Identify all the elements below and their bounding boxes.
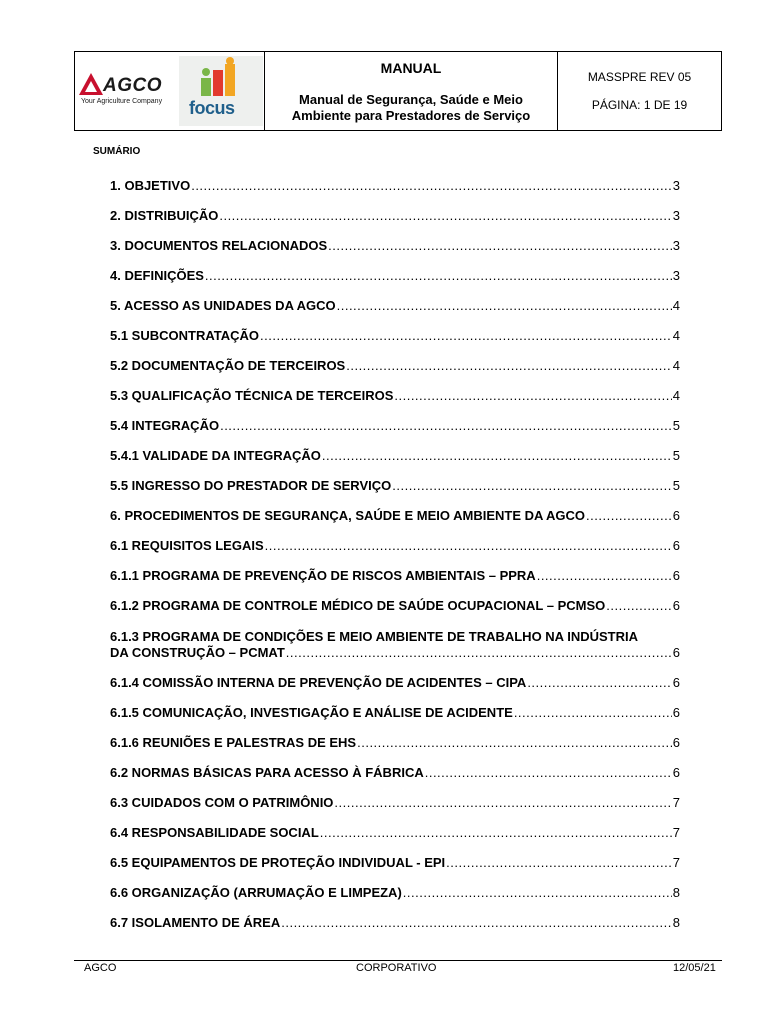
toc-entry-title: DA CONSTRUÇÃO – PCMAT <box>110 645 285 660</box>
toc-entry-title: 6.1.5 COMUNICAÇÃO, INVESTIGAÇÃO E ANÁLISE DE ACIDENTE <box>110 705 513 720</box>
toc-entry[interactable] <box>110 765 680 781</box>
toc-entry-title: 6.7 ISOLAMENTO DE ÁREA <box>110 915 281 930</box>
toc-entry[interactable] <box>110 328 680 344</box>
agco-tagline: Your Agriculture Company <box>81 98 163 105</box>
toc-entry[interactable] <box>110 178 680 194</box>
toc-leader-dots <box>527 675 671 691</box>
toc-entry-page: 3 <box>672 238 680 253</box>
toc-entry-title: 6.2 NORMAS BÁSICAS PARA ACESSO À FÁBRICA <box>110 765 424 780</box>
toc-entry[interactable] <box>110 508 680 524</box>
footer-company: AGCO <box>84 962 117 974</box>
toc-entry-title: 6.6 ORGANIZAÇÃO (ARRUMAÇÃO E LIMPEZA) <box>110 885 402 900</box>
toc-leader-dots <box>346 358 672 374</box>
document-title: MANUAL <box>380 60 442 76</box>
toc-entry-page: 4 <box>672 358 680 373</box>
agco-triangle-icon <box>79 73 103 95</box>
toc-entry[interactable] <box>110 238 680 254</box>
toc-entry[interactable] <box>110 268 680 284</box>
toc-entry-title: 6.1.1 PROGRAMA DE PREVENÇÃO DE RISCOS AMBIENTAIS – PPRA <box>110 568 536 583</box>
toc-leader-dots <box>394 388 671 404</box>
agco-wordmark: AGCO <box>103 75 162 96</box>
toc-entry-title: 4. DEFINIÇÕES <box>110 268 204 283</box>
toc-entry[interactable] <box>110 598 680 614</box>
toc-entry-title: 2. DISTRIBUIÇÃO <box>110 208 219 223</box>
toc-entry[interactable] <box>110 388 680 404</box>
toc-entry-title: 6.1.2 PROGRAMA DE CONTROLE MÉDICO DE SAÚDE OCUPACIONAL – PCMSO <box>110 598 606 613</box>
toc-entry-title: 1. OBJETIVO <box>110 178 191 193</box>
toc-entry-title: 3. DOCUMENTOS RELACIONADOS <box>110 238 328 253</box>
toc-leader-dots <box>265 538 672 554</box>
toc-entry[interactable] <box>110 448 680 464</box>
toc-entry-title: 5.3 QUALIFICAÇÃO TÉCNICA DE TERCEIROS <box>110 388 394 403</box>
toc-leader-dots <box>286 645 672 661</box>
toc-leader-dots <box>537 568 672 584</box>
toc-leader-dots <box>260 328 672 344</box>
toc-leader-dots <box>392 478 672 494</box>
toc-entry[interactable] <box>110 478 680 494</box>
toc-leader-dots <box>320 825 672 841</box>
toc-entry[interactable] <box>110 915 680 931</box>
toc-entry-page: 4 <box>672 298 680 313</box>
toc-entry-page: 6 <box>672 765 680 780</box>
toc-leader-dots <box>446 855 672 871</box>
title-cell <box>265 52 558 130</box>
toc-leader-dots <box>219 208 671 224</box>
toc-entry-page: 5 <box>672 478 680 493</box>
focus-bars-icon <box>179 56 263 100</box>
toc-entry-page: 3 <box>672 268 680 283</box>
toc-leader-dots <box>322 448 672 464</box>
document-subtitle-line1: Manual de Segurança, Saúde e Meio <box>299 92 523 107</box>
toc-entry-page: 7 <box>672 825 680 840</box>
toc-entry[interactable] <box>110 675 680 691</box>
toc-entry[interactable] <box>110 855 680 871</box>
toc-leader-dots <box>514 705 672 721</box>
toc-leader-dots <box>191 178 672 194</box>
toc-entry[interactable] <box>110 418 680 434</box>
toc-leader-dots <box>357 735 672 751</box>
toc-leader-dots <box>220 418 672 434</box>
summary-heading: SUMÁRIO <box>93 146 141 157</box>
toc-leader-dots <box>606 598 672 614</box>
footer-scope: CORPORATIVO <box>356 962 437 974</box>
toc-entry[interactable] <box>110 568 680 584</box>
toc-entry[interactable] <box>110 825 680 841</box>
toc-leader-dots <box>337 298 672 314</box>
page-info: PÁGINA: 1 DE 19 <box>591 98 688 112</box>
toc-entry-page: 6 <box>672 735 680 750</box>
toc-entry-title: 6.5 EQUIPAMENTOS DE PROTEÇÃO INDIVIDUAL - EPI <box>110 855 446 870</box>
toc-entry[interactable] <box>110 538 680 554</box>
toc-entry-title: 6. PROCEDIMENTOS DE SEGURANÇA, SAÚDE E MEIO AMBIENTE DA AGCO <box>110 508 586 523</box>
focus-wordmark: focus <box>189 98 235 118</box>
footer-date: 12/05/21 <box>673 962 716 974</box>
toc-entry-title: 5.2 DOCUMENTAÇÃO DE TERCEIROS <box>110 358 346 373</box>
toc-entry-page: 5 <box>672 418 680 433</box>
toc-leader-dots <box>281 915 672 931</box>
toc-leader-dots <box>205 268 672 284</box>
toc-leader-dots <box>403 885 672 901</box>
toc-entry-page: 8 <box>672 915 680 930</box>
toc-entry-page: 5 <box>672 448 680 463</box>
toc-entry-multiline[interactable] <box>110 629 680 661</box>
toc-entry-page: 3 <box>672 178 680 193</box>
toc-entry-title: 6.1 REQUISITOS LEGAIS <box>110 538 264 553</box>
toc-entry[interactable] <box>110 208 680 224</box>
toc-entry[interactable] <box>110 795 680 811</box>
toc-entry-page: 6 <box>672 675 680 690</box>
toc-entry-page: 6 <box>672 645 680 660</box>
toc-entry-title: 5.4.1 VALIDADE DA INTEGRAÇÃO <box>110 448 321 463</box>
toc-leader-dots <box>586 508 672 524</box>
logo-cell <box>75 52 265 130</box>
document-header <box>74 51 722 131</box>
toc-leader-dots <box>425 765 672 781</box>
toc-entry-title: 6.4 RESPONSABILIDADE SOCIAL <box>110 825 319 840</box>
toc-entry-title: 5.4 INTEGRAÇÃO <box>110 418 220 433</box>
agco-logo <box>79 69 177 113</box>
toc-entry-title: 6.1.4 COMISSÃO INTERNA DE PREVENÇÃO DE ACIDENTES – CIPA <box>110 675 527 690</box>
toc-leader-dots <box>328 238 672 254</box>
toc-entry-title: 5.5 INGRESSO DO PRESTADOR DE SERVIÇO <box>110 478 392 493</box>
toc-entry-page: 7 <box>672 855 680 870</box>
toc-entry[interactable] <box>110 705 680 721</box>
toc-entry[interactable] <box>110 298 680 314</box>
toc-entry-title: 6.1.6 REUNIÕES E PALESTRAS DE EHS <box>110 735 357 750</box>
toc-entry-title: 6.3 CUIDADOS COM O PATRIMÔNIO <box>110 795 334 810</box>
toc-entry-page: 7 <box>672 795 680 810</box>
footer-divider <box>74 960 722 961</box>
toc-entry-page: 6 <box>672 568 680 583</box>
toc-entry-title-line1: 6.1.3 PROGRAMA DE CONDIÇÕES E MEIO AMBIENTE DE TRABALHO NA INDÚSTRIA <box>110 629 638 644</box>
toc-entry-page: 6 <box>672 705 680 720</box>
toc-entry-page: 8 <box>672 885 680 900</box>
toc-entry-page: 6 <box>672 538 680 553</box>
toc-entry[interactable] <box>110 735 680 751</box>
toc-entry-page: 3 <box>672 208 680 223</box>
document-code: MASSPRE REV 05 <box>587 70 692 84</box>
toc-entry-page: 6 <box>672 508 680 523</box>
revision-cell <box>558 52 721 130</box>
toc-leader-dots <box>334 795 671 811</box>
toc-entry[interactable] <box>110 358 680 374</box>
focus-logo <box>179 56 263 126</box>
toc-entry-page: 4 <box>672 328 680 343</box>
toc-entry-title: 5.1 SUBCONTRATAÇÃO <box>110 328 260 343</box>
toc-entry[interactable] <box>110 885 680 901</box>
toc-entry-page: 4 <box>672 388 680 403</box>
toc-entry-page: 6 <box>672 598 680 613</box>
toc-entry-title: 5. ACESSO AS UNIDADES DA AGCO <box>110 298 336 313</box>
document-subtitle-line2: Ambiente para Prestadores de Serviço <box>291 108 531 123</box>
